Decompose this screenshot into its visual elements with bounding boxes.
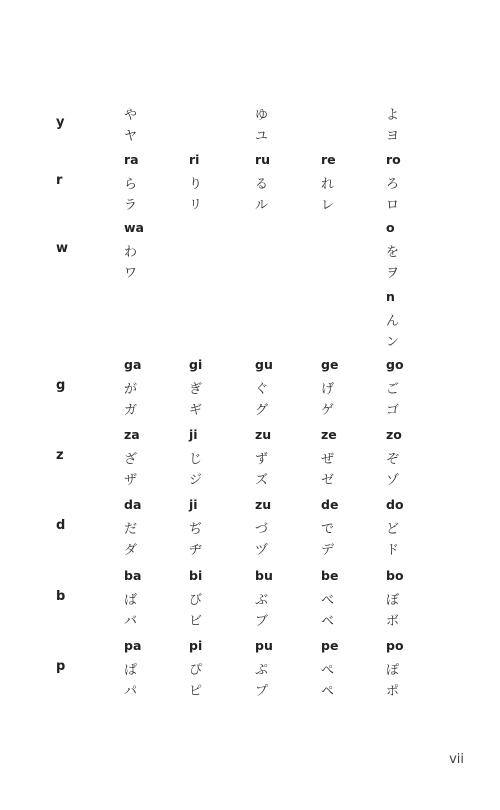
- romaji-text: ga: [124, 357, 142, 372]
- katakana-text: ド: [386, 543, 400, 558]
- romaji-text: bo: [386, 568, 404, 583]
- consonant-label: p: [56, 659, 66, 674]
- hiragana-text: ぼ: [386, 593, 400, 608]
- romaji-text: pa: [124, 638, 142, 653]
- katakana-text: ヅ: [255, 543, 269, 558]
- consonant-label: z: [56, 448, 64, 463]
- katakana-text: ユ: [255, 129, 269, 144]
- hiragana-text: ぢ: [189, 522, 203, 537]
- katakana-text: ワ: [124, 266, 138, 281]
- hiragana-text: ら: [124, 177, 138, 192]
- hiragana-text: わ: [124, 245, 138, 260]
- katakana-text: ゾ: [386, 473, 400, 488]
- romaji-text: o: [386, 220, 395, 235]
- romaji-text: po: [386, 638, 404, 653]
- romaji-text: za: [124, 427, 140, 442]
- hiragana-text: ぴ: [189, 663, 203, 678]
- consonant-label: w: [56, 241, 69, 256]
- katakana-text: ヨ: [386, 129, 400, 144]
- katakana-text: プ: [255, 684, 269, 699]
- romaji-text: zu: [255, 497, 272, 512]
- katakana-text: ブ: [255, 614, 269, 629]
- romaji-text: be: [321, 568, 339, 583]
- katakana-text: パ: [124, 684, 138, 699]
- romaji-text: gu: [255, 357, 273, 372]
- romaji-text: ro: [386, 152, 401, 167]
- hiragana-text: げ: [321, 382, 335, 397]
- hiragana-text: ん: [386, 314, 400, 329]
- consonant-label: r: [56, 173, 63, 188]
- romaji-text: wa: [124, 220, 144, 235]
- romaji-text: ge: [321, 357, 339, 372]
- katakana-text: ペ: [321, 684, 335, 699]
- hiragana-text: ぱ: [124, 663, 138, 678]
- hiragana-text: で: [321, 522, 335, 537]
- hiragana-text: ぺ: [321, 663, 335, 678]
- romaji-text: ru: [255, 152, 271, 167]
- romaji-text: da: [124, 497, 142, 512]
- katakana-text: ジ: [189, 473, 203, 488]
- katakana-text: ロ: [386, 198, 400, 213]
- hiragana-text: ぐ: [255, 382, 269, 397]
- hiragana-text: ろ: [386, 177, 400, 192]
- consonant-label: b: [56, 589, 66, 604]
- hiragana-text: る: [255, 177, 269, 192]
- hiragana-text: れ: [321, 177, 335, 192]
- katakana-text: ダ: [124, 543, 138, 558]
- katakana-text: デ: [321, 543, 335, 558]
- hiragana-text: ば: [124, 593, 138, 608]
- romaji-text: de: [321, 497, 339, 512]
- hiragana-text: ぽ: [386, 663, 400, 678]
- romaji-text: pe: [321, 638, 339, 653]
- romaji-text: pu: [255, 638, 273, 653]
- hiragana-text: べ: [321, 593, 335, 608]
- romaji-text: zo: [386, 427, 402, 442]
- consonant-label: g: [56, 378, 66, 393]
- hiragana-text: だ: [124, 522, 138, 537]
- hiragana-text: ざ: [124, 452, 138, 467]
- hiragana-text: ず: [255, 452, 269, 467]
- romaji-text: ji: [189, 497, 198, 512]
- katakana-text: ギ: [189, 403, 203, 418]
- romaji-text: bi: [189, 568, 203, 583]
- hiragana-text: ぶ: [255, 593, 269, 608]
- katakana-text: ザ: [124, 473, 138, 488]
- katakana-text: ル: [255, 198, 269, 213]
- romaji-text: re: [321, 152, 336, 167]
- katakana-text: ン: [386, 335, 400, 350]
- katakana-text: ビ: [189, 614, 203, 629]
- katakana-text: ゲ: [321, 403, 335, 418]
- hiragana-text: よ: [386, 108, 400, 123]
- hiragana-text: り: [189, 177, 203, 192]
- hiragana-text: ぜ: [321, 452, 335, 467]
- romaji-text: do: [386, 497, 404, 512]
- hiragana-text: ど: [386, 522, 400, 537]
- katakana-text: ヂ: [189, 543, 203, 558]
- romaji-text: bu: [255, 568, 273, 583]
- consonant-label: y: [56, 114, 65, 130]
- katakana-text: リ: [189, 198, 203, 213]
- romaji-text: ra: [124, 152, 139, 167]
- hiragana-text: を: [386, 245, 400, 260]
- hiragana-text: ゆ: [255, 108, 269, 123]
- katakana-text: レ: [321, 198, 335, 213]
- katakana-text: ゴ: [386, 403, 400, 418]
- page-number: vii: [449, 752, 464, 767]
- katakana-text: ボ: [386, 614, 400, 629]
- katakana-text: ズ: [255, 473, 269, 488]
- romaji-text: n: [386, 289, 395, 304]
- romaji-text: ji: [189, 427, 198, 442]
- katakana-text: ゼ: [321, 473, 335, 488]
- romaji-text: zu: [255, 427, 272, 442]
- hiragana-text: や: [124, 108, 138, 123]
- hiragana-text: ぞ: [386, 452, 400, 467]
- katakana-text: ヤ: [124, 129, 138, 144]
- katakana-text: ポ: [386, 684, 400, 699]
- romaji-text: ba: [124, 568, 142, 583]
- romaji-text: go: [386, 357, 404, 372]
- consonant-label: d: [56, 518, 66, 533]
- katakana-text: ラ: [124, 198, 138, 213]
- katakana-text: ピ: [189, 684, 203, 699]
- katakana-text: ヲ: [386, 266, 400, 281]
- hiragana-text: び: [189, 593, 203, 608]
- katakana-text: グ: [255, 403, 269, 418]
- hiragana-text: ご: [386, 382, 400, 397]
- hiragana-text: づ: [255, 522, 269, 537]
- hiragana-text: ぷ: [255, 663, 269, 678]
- katakana-text: ガ: [124, 403, 138, 418]
- romaji-text: gi: [189, 357, 203, 372]
- katakana-text: ベ: [321, 614, 335, 629]
- romaji-text: ri: [189, 152, 200, 167]
- hiragana-text: じ: [189, 452, 203, 467]
- katakana-text: バ: [124, 614, 138, 629]
- hiragana-text: が: [124, 382, 138, 397]
- romaji-text: pi: [189, 638, 203, 653]
- romaji-text: ze: [321, 427, 337, 442]
- hiragana-text: ぎ: [189, 382, 203, 397]
